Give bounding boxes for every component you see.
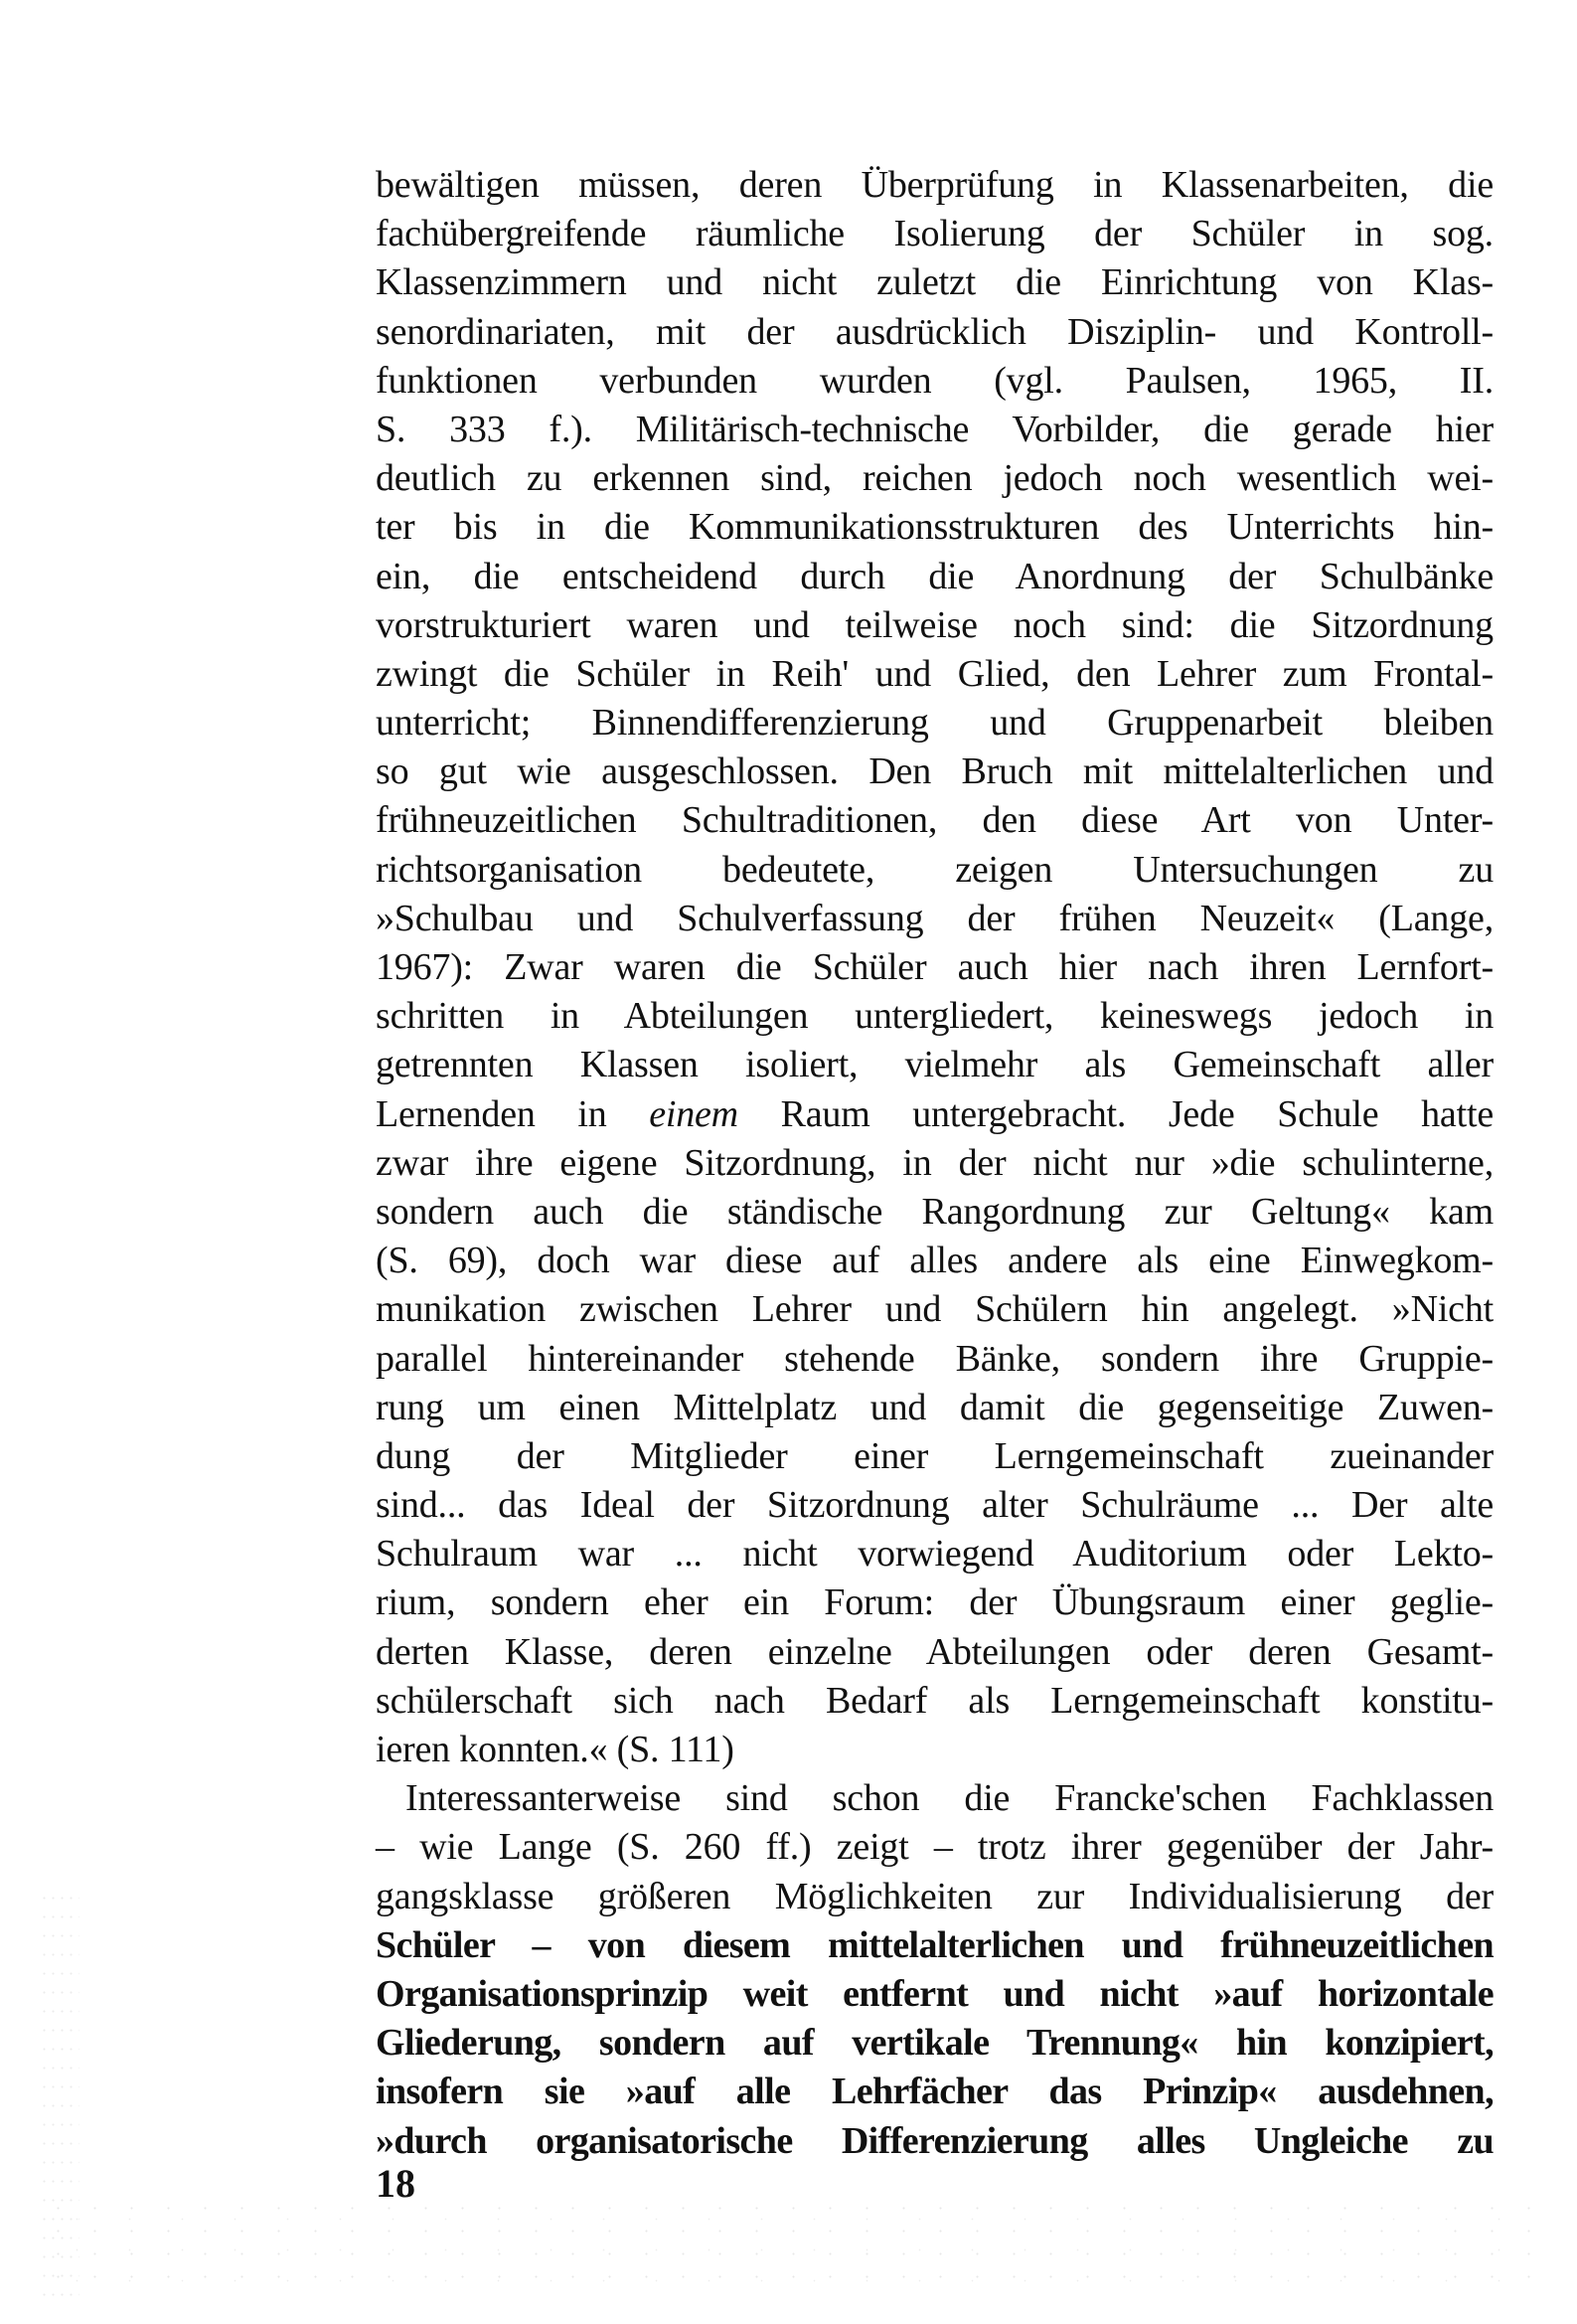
scan-noise [40, 2197, 1530, 2296]
text-line: frühneuzeitlichen Schultraditionen, den diese Art von Unter- [376, 799, 1494, 842]
text-line: »durch organisatorische Differenzierung alles Ungleiche zu [376, 2119, 1494, 2162]
text-line: (S. 69), doch war diese auf alles andere als eine Einwegkom- [376, 1240, 1494, 1282]
text-line: ein, die entscheidend durch die Anordnung der Schulbänke [376, 555, 1494, 597]
text-line: – wie Lange (S. 260 ff.) zeigt – trotz ihrer gegenüber der Jahr- [376, 1826, 1494, 1869]
text-line: Organisationsprinzip weit entfernt und nicht »auf horizontale [376, 1972, 1494, 2015]
text-line: sondern auch die ständische Rangordnung zur Geltung« kam [376, 1190, 1494, 1233]
text-line: munikation zwischen Lehrer und Schülern hin angelegt. »Nicht [376, 1288, 1494, 1331]
emphasis-word: einem [649, 1092, 738, 1135]
text-line: »Schulbau und Schulverfassung der frühen Neuzeit« (Lange, [376, 897, 1494, 939]
text-line: ieren konnten.« (S. 111) [376, 1729, 734, 1770]
text-line: so gut wie ausgeschlossen. Den Bruch mit mittelalterlichen und [376, 750, 1494, 793]
text-line: bewältigen müssen, deren Überprüfung in Klassenarbeiten, die [376, 164, 1494, 206]
text-line: dung der Mitglieder einer Lerngemeinschaft zueinander [376, 1434, 1494, 1477]
text-line: funktionen verbunden wurden (vgl. Paulsen, 1965, II. [376, 359, 1494, 402]
text-segment: Raum untergebracht. Jede Schule hatte [737, 1092, 1494, 1135]
text-line: ter bis in die Kommunikationsstrukturen des Unterrichts hin- [376, 506, 1494, 549]
text-line: deutlich zu erkennen sind, reichen jedoch noch wesentlich wei- [376, 457, 1494, 500]
text-line: Schüler – von diesem mittelalterlichen und frühneuzeitlichen [376, 1923, 1494, 1966]
text-line: schülerschaft sich nach Bedarf als Lerngemeinschaft konstitu- [376, 1679, 1494, 1722]
scan-noise [40, 1889, 79, 2306]
text-line: S. 333 f.). Militärisch-technische Vorbilder, die gerade hier [376, 408, 1494, 450]
text-line: 1967): Zwar waren die Schüler auch hier nach ihren Lernfort- [376, 946, 1494, 988]
text-line: zwar ihre eigene Sitzordnung, in der nicht nur »die schulinterne, [376, 1141, 1494, 1184]
text-line: Gliederung, sondern auf vertikale Trennung« hin konzipiert, [376, 2022, 1494, 2065]
paragraph-first-line: Interessanterweise sind schon die Francke'schen Fachklassen [405, 1777, 1494, 1820]
text-line-einem [376, 1090, 1494, 1139]
text-line: vorstrukturiert waren und teilweise noch sind: die Sitzordnung [376, 603, 1494, 646]
text-line: insofern sie »auf alle Lehrfächer das Prinzip« ausdehnen, [376, 2071, 1494, 2113]
body-text [376, 161, 1494, 2166]
text-line: rung um einen Mittelplatz und damit die gegenseitige Zuwen- [376, 1386, 1494, 1428]
text-line: senordinariaten, mit der ausdrücklich Disziplin- und Kontroll- [376, 310, 1494, 353]
text-line: derten Klasse, deren einzelne Abteilungen oder deren Gesamt- [376, 1630, 1494, 1673]
text-line: Klassenzimmern und nicht zuletzt die Einrichtung von Klas- [376, 261, 1494, 304]
text-line: gangsklasse größeren Möglichkeiten zur Individualisierung der [376, 1875, 1494, 1917]
text-line: sind... das Ideal der Sitzordnung alter Schulräume ... Der alte [376, 1484, 1494, 1527]
text-line: rium, sondern eher ein Forum: der Übungsraum einer geglie- [376, 1581, 1494, 1624]
text-line: zwingt die Schüler in Reih' und Glied, den Lehrer zum Frontal- [376, 652, 1494, 695]
text-line: unterricht; Binnendifferenzierung und Gruppenarbeit bleiben [376, 702, 1494, 745]
text-line: fachübergreifende räumliche Isolierung der Schüler in sog. [376, 213, 1494, 255]
text-line: parallel hintereinander stehende Bänke, sondern ihre Gruppie- [376, 1337, 1494, 1380]
text-line: schritten in Abteilungen untergliedert, keineswegs jedoch in [376, 995, 1494, 1038]
text-line: getrennten Klassen isoliert, vielmehr als Gemeinschaft aller [376, 1044, 1494, 1086]
text-line: richtsorganisation bedeutete, zeigen Untersuchungen zu [376, 848, 1494, 891]
page-number: 18 [376, 2161, 415, 2206]
text-segment: Lernenden in [376, 1092, 650, 1135]
text-line: Schulraum war ... nicht vorwiegend Auditorium oder Lekto- [376, 1533, 1494, 1576]
